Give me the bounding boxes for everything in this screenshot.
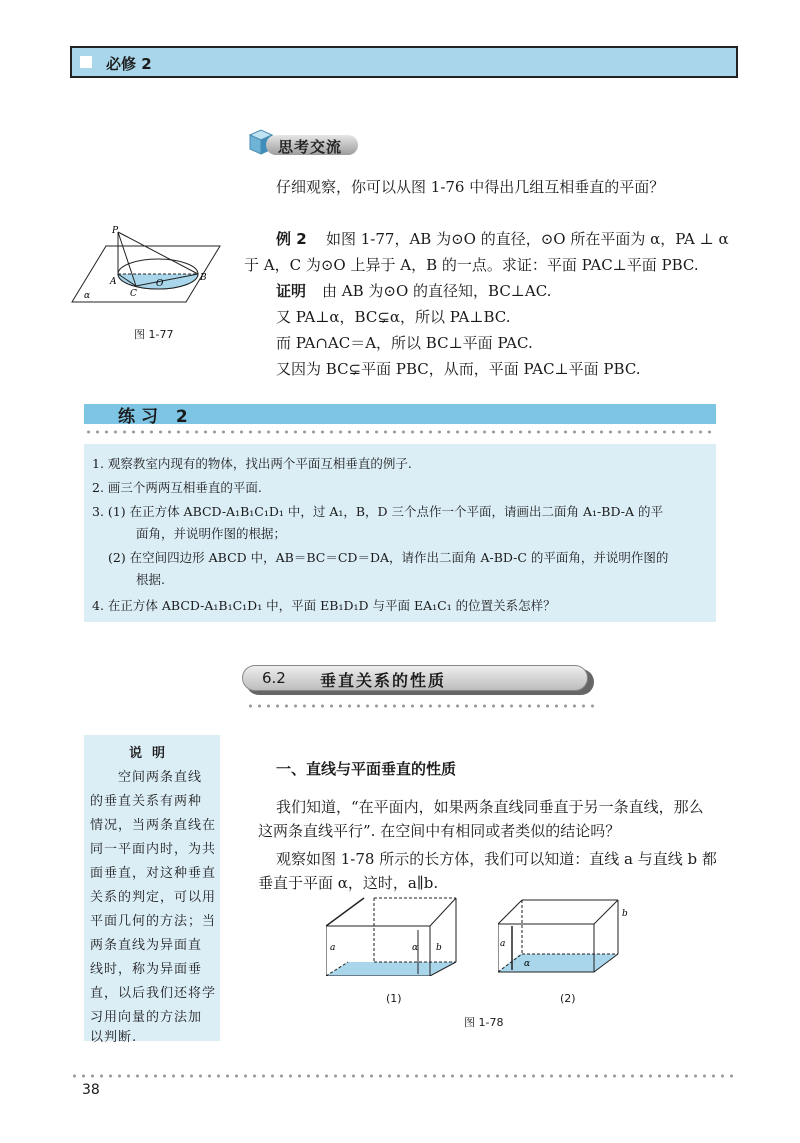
fig78-sub1: (1) — [386, 992, 402, 1005]
body-paragraph-1a: 我们知道，“在平面内，如果两条直线同垂直于另一条直线，那么 — [276, 798, 704, 816]
proof-line-3: 而 PA∩AC＝A，所以 BC⊥平面 PAC. — [276, 334, 533, 352]
example-line-1: 如图 1-77，AB 为⊙O 的直径，⊙O 所在平面为 α，PA ⊥ α — [326, 230, 729, 248]
fig78-sub2: (2) — [560, 992, 576, 1005]
section-number: 6.2 — [262, 669, 286, 687]
note-line: 直，以后我们还将学 — [90, 986, 217, 1001]
fig77-label-a: A — [110, 277, 117, 287]
note-title: 说明 — [128, 746, 175, 761]
running-header — [70, 46, 738, 78]
exercise-dotted-divider — [84, 430, 716, 434]
fig77-label-c: C — [130, 289, 137, 299]
fig77-label-alpha: α — [84, 291, 91, 301]
exercise-item-3b: (2) 在空间四边形 ABCD 中，AB＝BC＝CD＝DA，请作出二面角 A-BD-C 的平面角，并说明作图的 — [108, 550, 669, 565]
proof-line-2: 又 PA⊥α，BC⊊α，所以 PA⊥BC. — [276, 308, 511, 326]
figure-1-77 — [70, 224, 230, 320]
body-paragraph-1b: 这两条直线平行”. 在空间中有相同或者类似的结论吗？ — [258, 822, 621, 840]
note-line: 平面几何的方法；当 — [90, 914, 217, 929]
exercise-item-3-cont: 面角，并说明作图的根据； — [136, 526, 287, 541]
note-line: 两条直线为异面直 — [90, 938, 203, 953]
note-line: 关系的判定，可以用 — [90, 890, 217, 905]
fig77-caption: 图 1-77 — [134, 328, 174, 341]
proof-label: 证明 — [276, 282, 307, 300]
fig78-1-label-a: a — [330, 943, 336, 953]
figure-1-78-1 — [326, 894, 466, 976]
proof-line-1: 由 AB 为⊙O 的直径知，BC⊥AC. — [322, 282, 552, 300]
example-line-2: 于 A，C 为⊙O 上异于 A，B 的一点。求证：平面 PAC⊥平面 PBC. — [244, 256, 699, 274]
fig77-label-p: P — [112, 226, 119, 236]
fig78-caption: 图 1-78 — [464, 1016, 504, 1029]
exercise-item-2: 2. 画三个两两互相垂直的平面. — [92, 480, 262, 495]
example-label: 例 2 — [276, 230, 307, 248]
page-number: 38 — [82, 1082, 100, 1098]
intro-text: 仔细观察，你可以从图 1-76 中得出几组互相垂直的平面？ — [276, 178, 665, 196]
think-label: 思考交流 — [278, 138, 343, 156]
header-title: 必修 2 — [106, 55, 152, 73]
fig78-1-label-b: b — [436, 943, 442, 953]
note-line: 的垂直关系有两种 — [90, 794, 203, 809]
fig78-2-label-a: a — [500, 939, 506, 949]
note-line: 情况，当两条直线在 — [90, 818, 217, 833]
exercise-item-4: 4. 在正方体 ABCD-A₁B₁C₁D₁ 中，平面 EB₁D₁D 与平面 EA₁C₁ 的位置关系怎样？ — [92, 598, 556, 613]
exercise-item-3b-cont: 根据. — [136, 572, 165, 587]
note-line: 以判断. — [90, 1030, 138, 1045]
proof-line-4: 又因为 BC⊊平面 PBC，从而，平面 PAC⊥平面 PBC. — [276, 360, 641, 378]
fig77-label-o: O — [156, 279, 164, 289]
exercise-item-1: 1. 观察教室内现有的物体，找出两个平面互相垂直的例子. — [92, 456, 412, 471]
section-title: 垂直关系的性质 — [320, 671, 447, 690]
header-square-icon — [80, 56, 92, 68]
note-line: 习用向量的方法加 — [90, 1010, 203, 1025]
note-line: 面垂直，对这种垂直 — [90, 866, 217, 881]
section-dotted-divider — [246, 704, 596, 708]
figure-1-78-2 — [498, 894, 628, 976]
note-line: 线时，称为异面垂 — [90, 962, 203, 977]
note-line: 空间两条直线 — [118, 770, 203, 785]
exercise-title: 练习 2 — [118, 407, 194, 427]
fig78-1-label-alpha: α — [412, 943, 419, 953]
fig77-label-b: B — [200, 273, 207, 283]
body-paragraph-2b: 垂直于平面 α，这时，a∥b. — [258, 874, 439, 892]
footer-dotted-divider — [70, 1074, 738, 1078]
note-line: 同一平面内时，为共 — [90, 842, 217, 857]
fig78-2-label-alpha: α — [524, 959, 531, 969]
exercise-item-3: 3. (1) 在正方体 ABCD-A₁B₁C₁D₁ 中，过 A₁，B，D 三个点作一个平面，请画出二面角 A₁-BD-A 的平 — [92, 504, 663, 519]
subsection-heading: 一、直线与平面垂直的性质 — [276, 760, 457, 778]
fig78-2-label-b: b — [622, 909, 628, 919]
body-paragraph-2a: 观察如图 1-78 所示的长方体，我们可以知道：直线 a 与直线 b 都 — [276, 850, 717, 868]
